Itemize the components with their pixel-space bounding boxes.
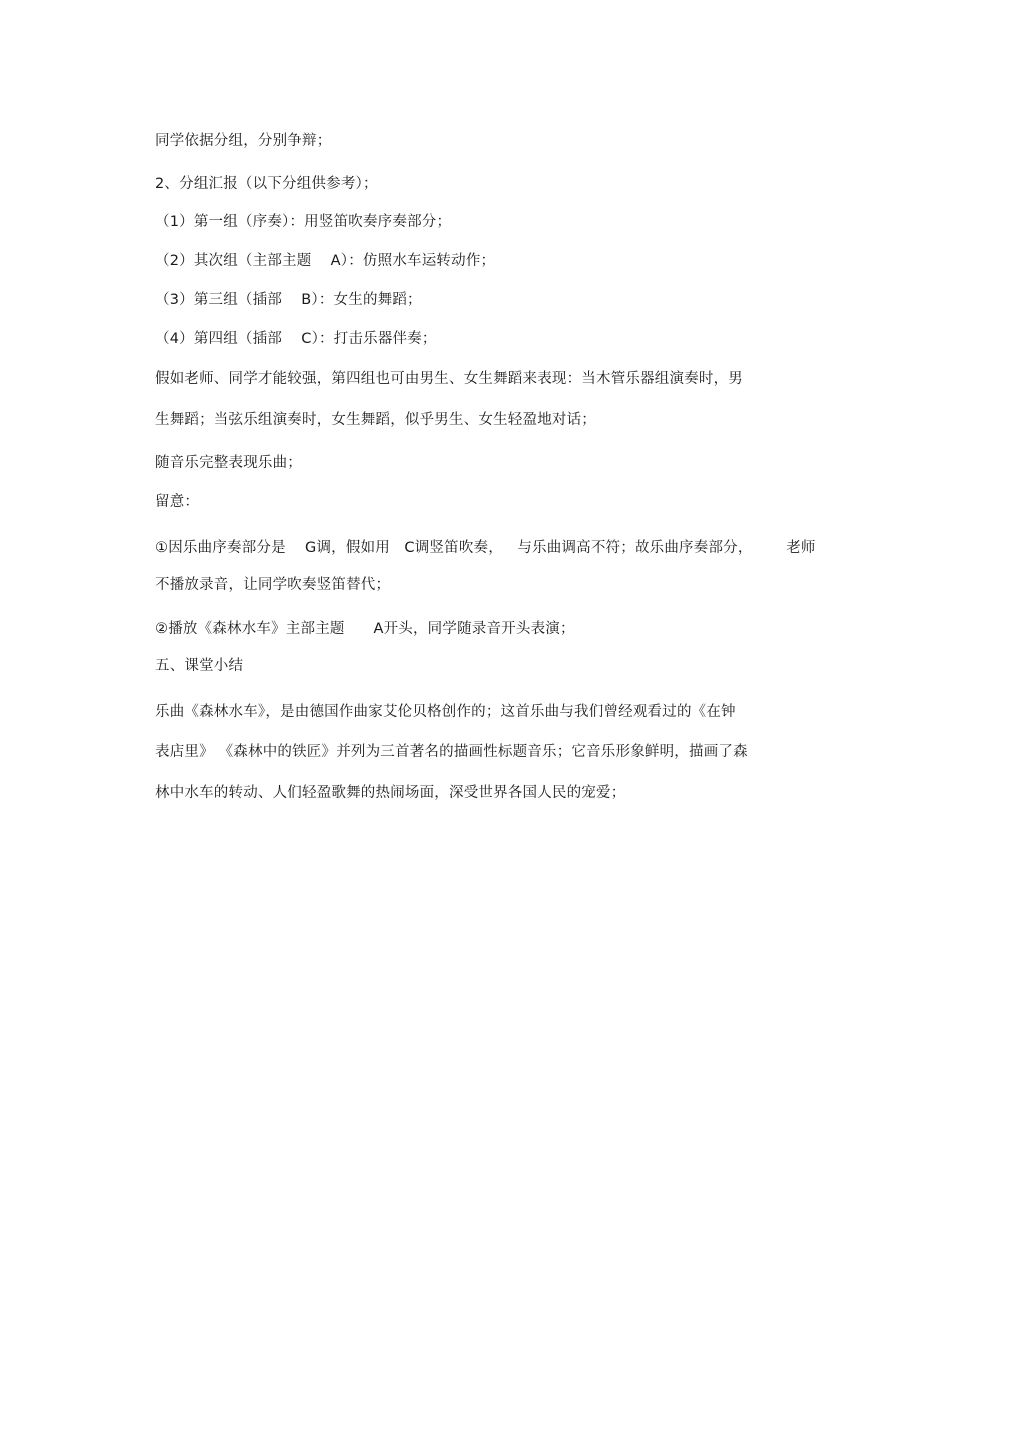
text-line: 表店里》 《森林中的铁匠》并列为三首著名的描画性标题音乐；它音乐形象鲜明，描画了森 bbox=[155, 744, 748, 760]
text-line: 同学依据分组，分别争辩； bbox=[155, 133, 332, 149]
text-line: ①因乐曲序奏部分是 G调，假如用 C调竖笛吹奏， 与乐曲调高不符；故乐曲序奏部分， 老师 bbox=[155, 540, 816, 556]
text-line: 生舞蹈；当弦乐组演奏时，女生舞蹈，似乎男生、女生轻盈地对话； bbox=[155, 412, 596, 428]
text-line: 留意： bbox=[155, 494, 200, 510]
section-heading: 五、课堂小结 bbox=[155, 658, 244, 674]
text-line: （1）第一组（序奏）：用竖笛吹奏序奏部分； bbox=[155, 214, 452, 230]
text-line: ②播放《森林水车》主部主题 A开头，同学随录音开头表演； bbox=[155, 621, 575, 637]
text-line: （4）第四组（插部 C）：打击乐器伴奏； bbox=[155, 331, 437, 347]
text-line: 不播放录音，让同学吹奏竖笛替代； bbox=[155, 577, 391, 593]
text-line: 随音乐完整表现乐曲； bbox=[155, 455, 302, 471]
text-line: （2）其次组（主部主题 A）：仿照水车运转动作； bbox=[155, 253, 496, 269]
text-line: 假如老师、同学才能较强，第四组也可由男生、女生舞蹈来表现：当木管乐器组演奏时，男 bbox=[155, 371, 743, 387]
text-line: 2、分组汇报（以下分组供参考）； bbox=[155, 176, 378, 192]
text-line: 乐曲《森林水车》，是由德国作曲家艾伦贝格创作的；这首乐曲与我们曾经观看过的《在钟 bbox=[155, 704, 736, 720]
text-line: （3）第三组（插部 B）：女生的舞蹈； bbox=[155, 292, 422, 308]
text-line: 林中水车的转动、人们轻盈歌舞的热闹场面，深受世界各国人民的宠爱； bbox=[155, 785, 626, 801]
